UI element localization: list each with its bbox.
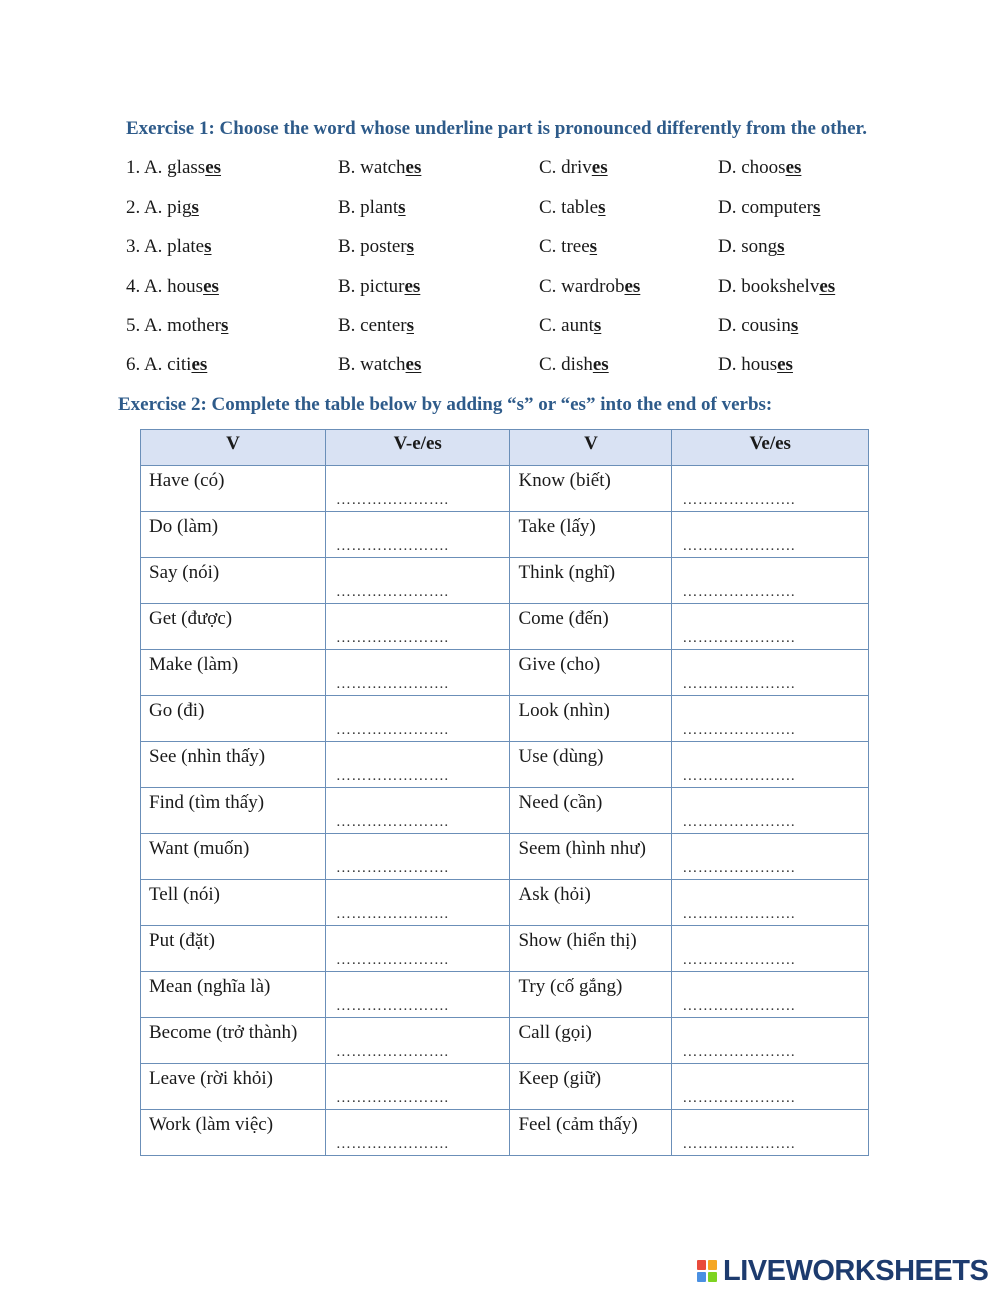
answer-blank-dots: …………………. — [682, 676, 796, 692]
option-text: C. aunt — [539, 315, 594, 336]
header-v-2: V — [510, 430, 672, 466]
logo-square-green — [708, 1272, 717, 1282]
verb-cell: Become (trở thành) — [141, 1018, 326, 1064]
question-4-option-d[interactable] — [718, 276, 835, 298]
table-row — [141, 650, 869, 696]
answer-blank-dots: …………………. — [335, 584, 449, 600]
answer-blank-dots: …………………. — [335, 722, 449, 738]
question-1-option-c[interactable] — [539, 157, 608, 179]
table-row — [141, 558, 869, 604]
answer-blank-dots: …………………. — [682, 1090, 796, 1106]
verb-cell: Do (làm) — [141, 512, 326, 558]
verb-cell: Work (làm việc) — [141, 1110, 326, 1156]
answer-blank-cell[interactable] — [325, 788, 510, 834]
verb-cell: Come (đến) — [510, 604, 672, 650]
answer-blank-cell[interactable] — [672, 788, 869, 834]
option-text: B. poster — [338, 236, 407, 257]
answer-blank-cell[interactable] — [325, 742, 510, 788]
answer-blank-cell[interactable] — [325, 834, 510, 880]
logo-square-red — [697, 1260, 706, 1270]
option-underlined-part: es — [591, 157, 608, 178]
answer-blank-dots: …………………. — [682, 722, 796, 738]
option-underlined-part: s — [221, 315, 229, 336]
verb-table — [140, 429, 869, 1156]
option-text: 2. A. pig — [126, 197, 192, 218]
answer-blank-cell[interactable] — [325, 650, 510, 696]
logo-square-orange — [708, 1260, 717, 1270]
question-3-option-b[interactable] — [338, 236, 414, 258]
answer-blank-cell[interactable] — [672, 558, 869, 604]
table-row — [141, 1018, 869, 1064]
header-v-es: V-e/es — [325, 430, 510, 466]
exercise-2-title: Exercise 2: Complete the table below by adding “s” or “es” into the end of verbs: — [118, 394, 773, 415]
option-text: B. plant — [338, 197, 399, 218]
table-row — [141, 466, 869, 512]
question-6-option-b[interactable] — [338, 354, 421, 376]
verb-cell: Keep (giữ) — [510, 1064, 672, 1110]
answer-blank-cell[interactable] — [672, 834, 869, 880]
verb-cell: Seem (hình như) — [510, 834, 672, 880]
option-text: C. tree — [539, 236, 590, 257]
answer-blank-cell[interactable] — [672, 972, 869, 1018]
answer-blank-cell[interactable] — [672, 1018, 869, 1064]
question-1-option-d[interactable] — [718, 157, 801, 179]
answer-blank-cell[interactable] — [325, 972, 510, 1018]
option-underlined-part: s — [777, 236, 785, 257]
question-5-option-a[interactable] — [126, 315, 228, 337]
liveworksheets-logo — [697, 1254, 988, 1288]
answer-blank-dots: …………………. — [682, 1136, 796, 1152]
option-underlined-part: s — [204, 236, 212, 257]
option-underlined-part: es — [777, 354, 793, 375]
logo-square-blue — [697, 1272, 706, 1282]
verb-cell: Want (muốn) — [141, 834, 326, 880]
table-row — [141, 604, 869, 650]
question-5-option-c[interactable] — [539, 315, 601, 337]
answer-blank-dots: …………………. — [335, 1090, 449, 1106]
verb-cell: Put (đặt) — [141, 926, 326, 972]
option-underlined-part: es — [203, 276, 219, 297]
header-v: V — [141, 430, 326, 466]
table-row — [141, 788, 869, 834]
answer-blank-cell[interactable] — [672, 466, 869, 512]
question-2-option-a[interactable] — [126, 197, 199, 219]
option-text: B. watch — [338, 354, 406, 375]
verb-cell: Find (tìm thấy) — [141, 788, 326, 834]
option-underlined-part: s — [790, 315, 799, 336]
question-4-option-b[interactable] — [338, 276, 420, 298]
option-text: D. choos — [718, 157, 786, 178]
table-row — [141, 1064, 869, 1110]
answer-blank-dots: …………………. — [335, 768, 449, 784]
option-underlined-part: s — [593, 315, 602, 336]
option-underlined-part: es — [405, 157, 422, 178]
answer-blank-cell[interactable] — [325, 1018, 510, 1064]
verb-table-header — [141, 430, 869, 466]
question-5-option-d[interactable] — [718, 315, 798, 337]
header-ve-es: Ve/es — [672, 430, 869, 466]
verb-cell: Feel (cảm thấy) — [510, 1110, 672, 1156]
option-underlined-part: s — [589, 236, 598, 257]
option-text: D. bookshelv — [718, 276, 820, 297]
table-row — [141, 1110, 869, 1156]
answer-blank-cell[interactable] — [325, 512, 510, 558]
answer-blank-cell[interactable] — [672, 1064, 869, 1110]
answer-blank-dots: …………………. — [682, 768, 796, 784]
answer-blank-cell[interactable] — [672, 926, 869, 972]
answer-blank-dots: …………………. — [335, 860, 449, 876]
option-underlined-part: es — [205, 157, 222, 178]
option-text: 3. A. plate — [126, 236, 205, 257]
option-underlined-part: s — [191, 197, 199, 218]
verb-cell: Need (cần) — [510, 788, 672, 834]
answer-blank-dots: …………………. — [682, 906, 796, 922]
answer-blank-cell[interactable] — [672, 742, 869, 788]
question-3-option-a[interactable] — [126, 236, 212, 258]
answer-blank-dots: …………………. — [335, 1136, 449, 1152]
option-text: B. watch — [338, 157, 406, 178]
option-underlined-part: s — [398, 197, 406, 218]
option-text: B. pictur — [338, 276, 405, 297]
answer-blank-cell[interactable] — [325, 696, 510, 742]
question-1-option-a[interactable] — [126, 157, 221, 179]
option-underlined-part: s — [406, 236, 415, 257]
answer-blank-cell[interactable] — [672, 650, 869, 696]
answer-blank-dots: …………………. — [682, 1044, 796, 1060]
verb-cell: Leave (rời khỏi) — [141, 1064, 326, 1110]
option-text: 5. A. mother — [126, 315, 221, 336]
option-text: 6. A. citi — [126, 354, 192, 375]
question-4-option-c[interactable] — [539, 276, 640, 298]
answer-blank-cell[interactable] — [325, 880, 510, 926]
question-5-option-b[interactable] — [338, 315, 414, 337]
option-text: B. center — [338, 315, 407, 336]
verb-cell: Give (cho) — [510, 650, 672, 696]
question-4-option-a[interactable] — [126, 276, 219, 298]
option-text: C. wardrob — [539, 276, 625, 297]
option-underlined-part: es — [405, 354, 422, 375]
answer-blank-dots: …………………. — [335, 998, 449, 1014]
verb-cell: Ask (hỏi) — [510, 880, 672, 926]
answer-blank-cell[interactable] — [325, 558, 510, 604]
question-2-option-b[interactable] — [338, 197, 406, 219]
table-row — [141, 880, 869, 926]
question-2-option-c[interactable] — [539, 197, 606, 219]
table-row — [141, 696, 869, 742]
verb-cell: Try (cố gắng) — [510, 972, 672, 1018]
verb-cell: Show (hiển thị) — [510, 926, 672, 972]
option-text: 1. A. glass — [126, 157, 206, 178]
verb-cell: Say (nói) — [141, 558, 326, 604]
question-3-option-d[interactable] — [718, 236, 785, 258]
answer-blank-cell[interactable] — [672, 1110, 869, 1156]
question-2-option-d[interactable] — [718, 197, 820, 219]
verb-cell: Call (gọi) — [510, 1018, 672, 1064]
answer-blank-cell[interactable] — [672, 696, 869, 742]
option-text: C. driv — [539, 157, 592, 178]
table-row — [141, 926, 869, 972]
verb-cell: Think (nghĩ) — [510, 558, 672, 604]
logo-squares-icon — [697, 1259, 719, 1283]
verb-cell: Mean (nghĩa là) — [141, 972, 326, 1018]
verb-cell: Know (biết) — [510, 466, 672, 512]
option-underlined-part: es — [592, 354, 609, 375]
option-text: 4. A. hous — [126, 276, 204, 297]
option-text: C. table — [539, 197, 599, 218]
table-row — [141, 742, 869, 788]
option-text: D. hous — [718, 354, 778, 375]
answer-blank-dots: …………………. — [682, 814, 796, 830]
verb-cell: Tell (nói) — [141, 880, 326, 926]
option-underlined-part: es — [785, 157, 802, 178]
verb-cell: Have (có) — [141, 466, 326, 512]
answer-blank-cell[interactable] — [325, 1110, 510, 1156]
answer-blank-dots: …………………. — [682, 998, 796, 1014]
answer-blank-cell[interactable] — [672, 512, 869, 558]
question-1-option-b[interactable] — [338, 157, 421, 179]
answer-blank-dots: …………………. — [335, 630, 449, 646]
answer-blank-cell[interactable] — [325, 1064, 510, 1110]
logo-text: LIVEWORKSHEETS — [723, 1254, 989, 1287]
answer-blank-cell[interactable] — [672, 604, 869, 650]
answer-blank-dots: …………………. — [335, 906, 449, 922]
answer-blank-dots: …………………. — [335, 676, 449, 692]
option-underlined-part: es — [404, 276, 421, 297]
option-text: D. cousin — [718, 315, 791, 336]
answer-blank-cell[interactable] — [325, 604, 510, 650]
option-text: D. song — [718, 236, 778, 257]
answer-blank-cell[interactable] — [325, 466, 510, 512]
option-text: C. dish — [539, 354, 593, 375]
answer-blank-dots: …………………. — [682, 492, 796, 508]
question-6-option-c[interactable] — [539, 354, 609, 376]
table-row — [141, 834, 869, 880]
answer-blank-dots: …………………. — [682, 860, 796, 876]
exercise-1-title: Exercise 1: Choose the word whose underline part is pronounced differently from the other. — [126, 118, 867, 139]
verb-cell: Go (đi) — [141, 696, 326, 742]
table-row — [141, 512, 869, 558]
verb-cell: Take (lấy) — [510, 512, 672, 558]
question-3-option-c[interactable] — [539, 236, 597, 258]
table-row — [141, 972, 869, 1018]
answer-blank-dots: …………………. — [682, 952, 796, 968]
option-underlined-part: es — [624, 276, 641, 297]
answer-blank-dots: …………………. — [682, 584, 796, 600]
verb-cell: Make (làm) — [141, 650, 326, 696]
option-underlined-part: s — [406, 315, 414, 336]
question-6-option-a[interactable] — [126, 354, 207, 376]
answer-blank-dots: …………………. — [335, 492, 449, 508]
answer-blank-dots: …………………. — [682, 630, 796, 646]
answer-blank-cell[interactable] — [325, 926, 510, 972]
question-6-option-d[interactable] — [718, 354, 793, 376]
answer-blank-cell[interactable] — [672, 880, 869, 926]
verb-cell: Get (được) — [141, 604, 326, 650]
answer-blank-dots: …………………. — [335, 952, 449, 968]
verb-cell: Use (dùng) — [510, 742, 672, 788]
answer-blank-dots: …………………. — [335, 814, 449, 830]
option-text: D. computer — [718, 197, 813, 218]
option-underlined-part: s — [812, 197, 821, 218]
verb-cell: See (nhìn thấy) — [141, 742, 326, 788]
answer-blank-dots: …………………. — [335, 538, 449, 554]
option-underlined-part: s — [598, 197, 606, 218]
option-underlined-part: es — [191, 354, 208, 375]
answer-blank-dots: …………………. — [682, 538, 796, 554]
verb-cell: Look (nhìn) — [510, 696, 672, 742]
option-underlined-part: es — [819, 276, 836, 297]
answer-blank-dots: …………………. — [335, 1044, 449, 1060]
